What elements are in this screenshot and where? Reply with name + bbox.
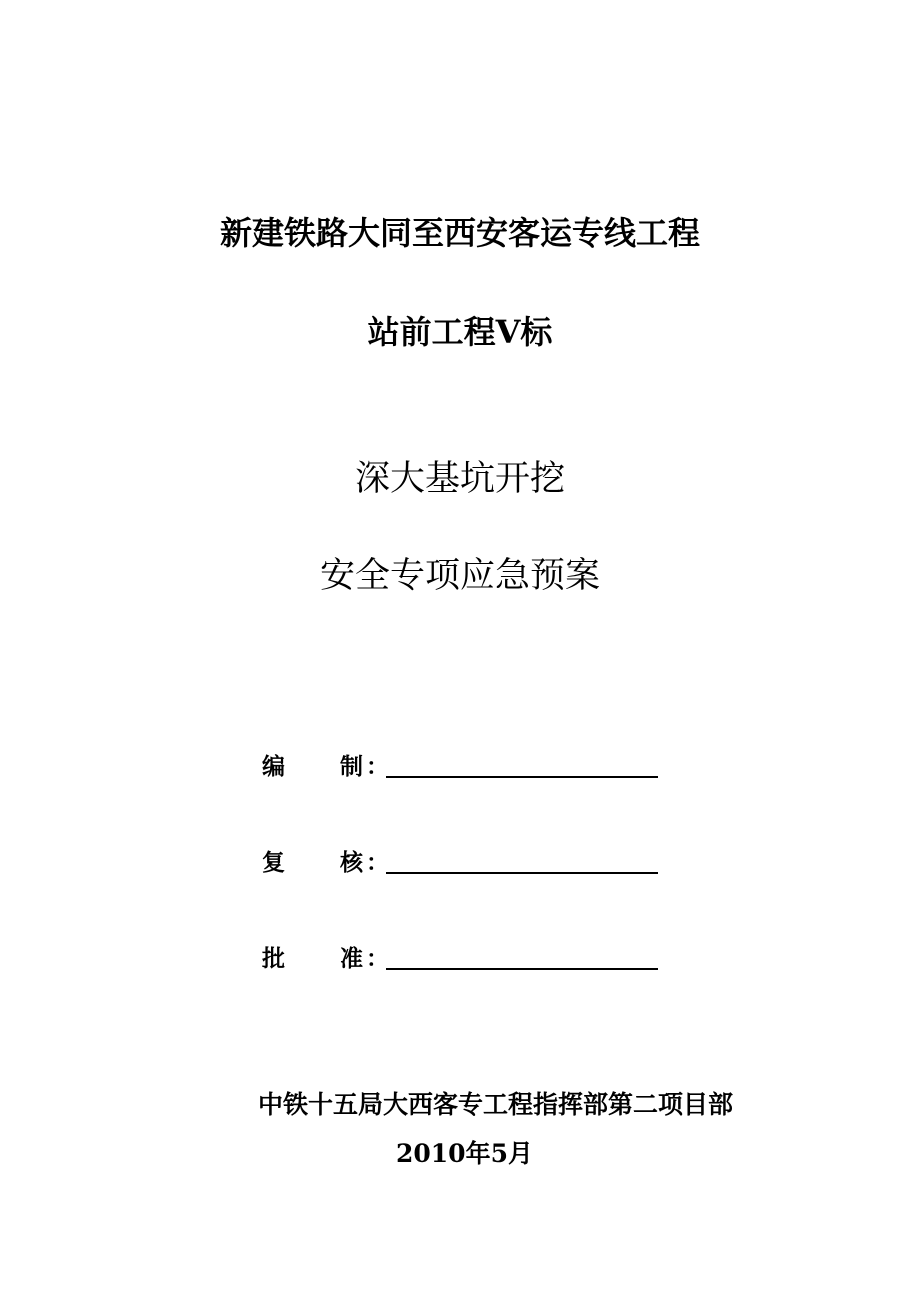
signature-label-colon: ： [366, 753, 389, 780]
signature-blank-line [386, 776, 658, 778]
project-title: 新建铁路大同至西安客运专线工程 [219, 214, 700, 252]
plan-subject-line2: 安全专项应急预案 [319, 556, 600, 596]
section-title: 站前工程V标 [367, 313, 553, 351]
organization-name: 中铁十五局大西客专工程指挥部第二项目部 [258, 1090, 734, 1119]
signature-row-approved [262, 940, 682, 980]
plan-subject-line1: 深大基坑开挖 [354, 459, 565, 499]
signature-label-char2: 制 [340, 753, 363, 780]
signature-label-char1: 编 [262, 753, 285, 780]
signature-label-char2: 核 [340, 849, 363, 876]
signature-label-colon: ： [366, 945, 389, 972]
signature-label-char2: 准 [340, 945, 363, 972]
signature-blank-line [386, 872, 658, 874]
document-date: 2010年5月 [396, 1139, 533, 1168]
signature-label-colon: ： [366, 849, 389, 876]
signature-label-char1: 复 [262, 849, 285, 876]
signature-row-compiled [262, 748, 682, 788]
signature-blank-line [386, 968, 658, 970]
signature-row-reviewed [262, 844, 682, 884]
signature-label-char1: 批 [262, 945, 285, 972]
